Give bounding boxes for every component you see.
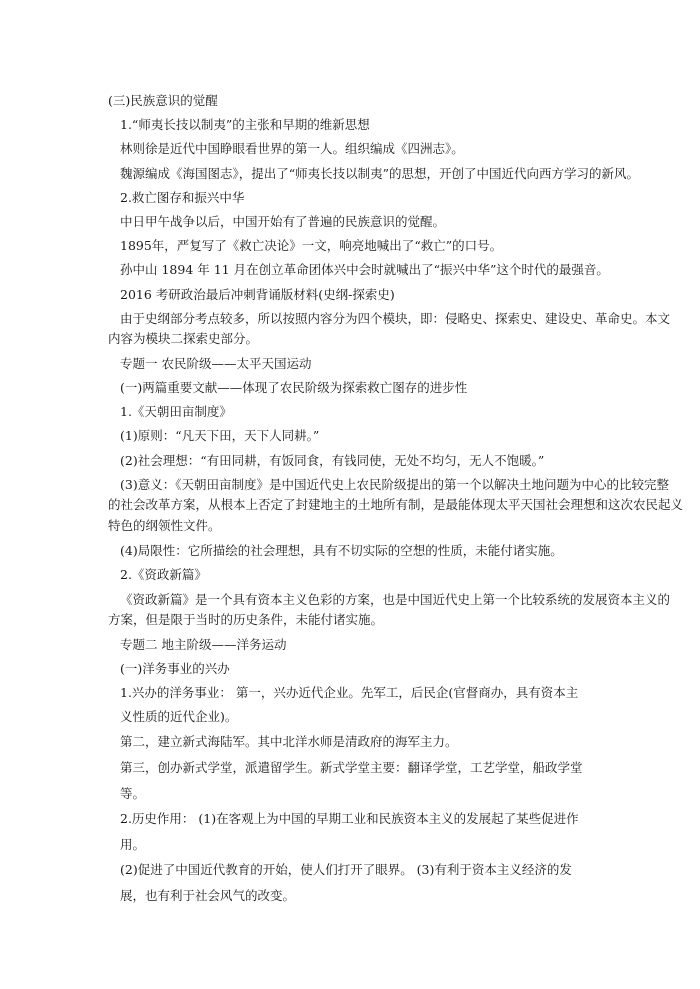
paragraph-line: 1895年，严复写了《救亡决论》一文，响亮地喊出了“救亡”的口号。 (120, 238, 503, 253)
paragraph-line: 方案，但是限于当时的历史条件，未能付诸实施。 (108, 612, 384, 627)
paragraph-line: (4)局限性：它所描绘的社会理想，具有不切实际的空想的性质，未能付诸实施。 (120, 543, 563, 558)
paragraph-line: 第三，创办新式学堂，派遣留学生。新式学堂主要：翻译学堂，工艺学堂，船政学堂 (120, 760, 583, 775)
paragraph-line: 第二，建立新式海陆军。其中北洋水师是清政府的海军主力。 (120, 734, 458, 749)
paragraph-line: 的社会改革方案，从根本上否定了封建地主的土地所有制，是最能体现太平天国社会理想和这次农民起义 (108, 497, 684, 512)
paragraph-line: (3)意义：《天朝田亩制度》是中国近代史上农民阶级提出的第一个以解决土地问题为中心的比较完整 (120, 477, 669, 492)
paragraph-line: 由于史纲部分考点较多，所以按照内容分为四个模块，即：侵略史、探索史、建设史、革命史。本文 (120, 311, 671, 326)
paragraph-line: 等。 (120, 786, 146, 801)
paragraph-line: (2)社会理想：“有田同耕，有饭同食，有钱同使，无处不均匀，无人不饱暖。” (120, 453, 545, 468)
paragraph-line: 孙中山 1894 年 11 月在创立革命团体兴中会时就喊出了“振兴中华”这个时代的最强音。 (120, 262, 609, 277)
material-title: 2016 考研政治最后冲刺背诵版材料(史纲-探索史) (120, 287, 395, 302)
paragraph-line: (2)促进了中国近代教育的开始，使人们打开了眼界。 (3)有利于资本主义经济的发 (120, 862, 572, 877)
paragraph-line: 2.历史作用： (1)在客观上为中国的早期工业和民族资本主义的发展起了某些促进作 (120, 811, 579, 826)
subheading: 2.救亡图存和振兴中华 (120, 190, 245, 205)
topic-heading: 专题二 地主阶级——洋务运动 (120, 637, 287, 652)
paragraph-line: 1.兴办的洋务事业： 第一，兴办近代企业。先军工，后民企(官督商办，具有资本主 (120, 685, 579, 700)
paragraph-line: 展，也有利于社会风气的改变。 (120, 888, 296, 903)
paragraph-line: 林则徐是近代中国睁眼看世界的第一人。组织编成《四洲志》。 (120, 141, 464, 156)
topic-heading: 专题一 农民阶级——太平天国运动 (120, 356, 312, 371)
paragraph-line: 内容为模块二探索史部分。 (108, 331, 259, 346)
subheading: (一)两篇重要文献——体现了农民阶级为探索救亡图存的进步性 (120, 380, 468, 395)
paragraph-line: 中日甲午战争以后，中国开始有了普遍的民族意识的觉醒。 (120, 214, 446, 229)
section-heading: (三)民族意识的觉醒 (108, 93, 218, 108)
paragraph-line: 用。 (120, 837, 146, 852)
subheading: 1.“师夷长技以制夷”的主张和早期的维新思想 (120, 117, 370, 132)
paragraph-line: 魏源编成《海国图志》，提出了“师夷长技以制夷”的思想，开创了中国近代向西方学习的新风。 (120, 166, 640, 181)
subheading: (一)洋务事业的兴办 (120, 661, 230, 676)
paragraph-line: 特色的纲领性文件。 (108, 518, 221, 533)
subheading: 2.《资政新篇》 (120, 567, 207, 582)
paragraph-line: 《资政新篇》是一个具有资本主义色彩的方案，也是中国近代史上第一个比较系统的发展资本主义的 (120, 592, 671, 607)
subheading: 1.《天朝田亩制度》 (120, 404, 232, 419)
paragraph-line: (1)原则：“凡天下田，天下人同耕。” (120, 428, 320, 443)
paragraph-line: 义性质的近代企业)。 (120, 709, 238, 724)
